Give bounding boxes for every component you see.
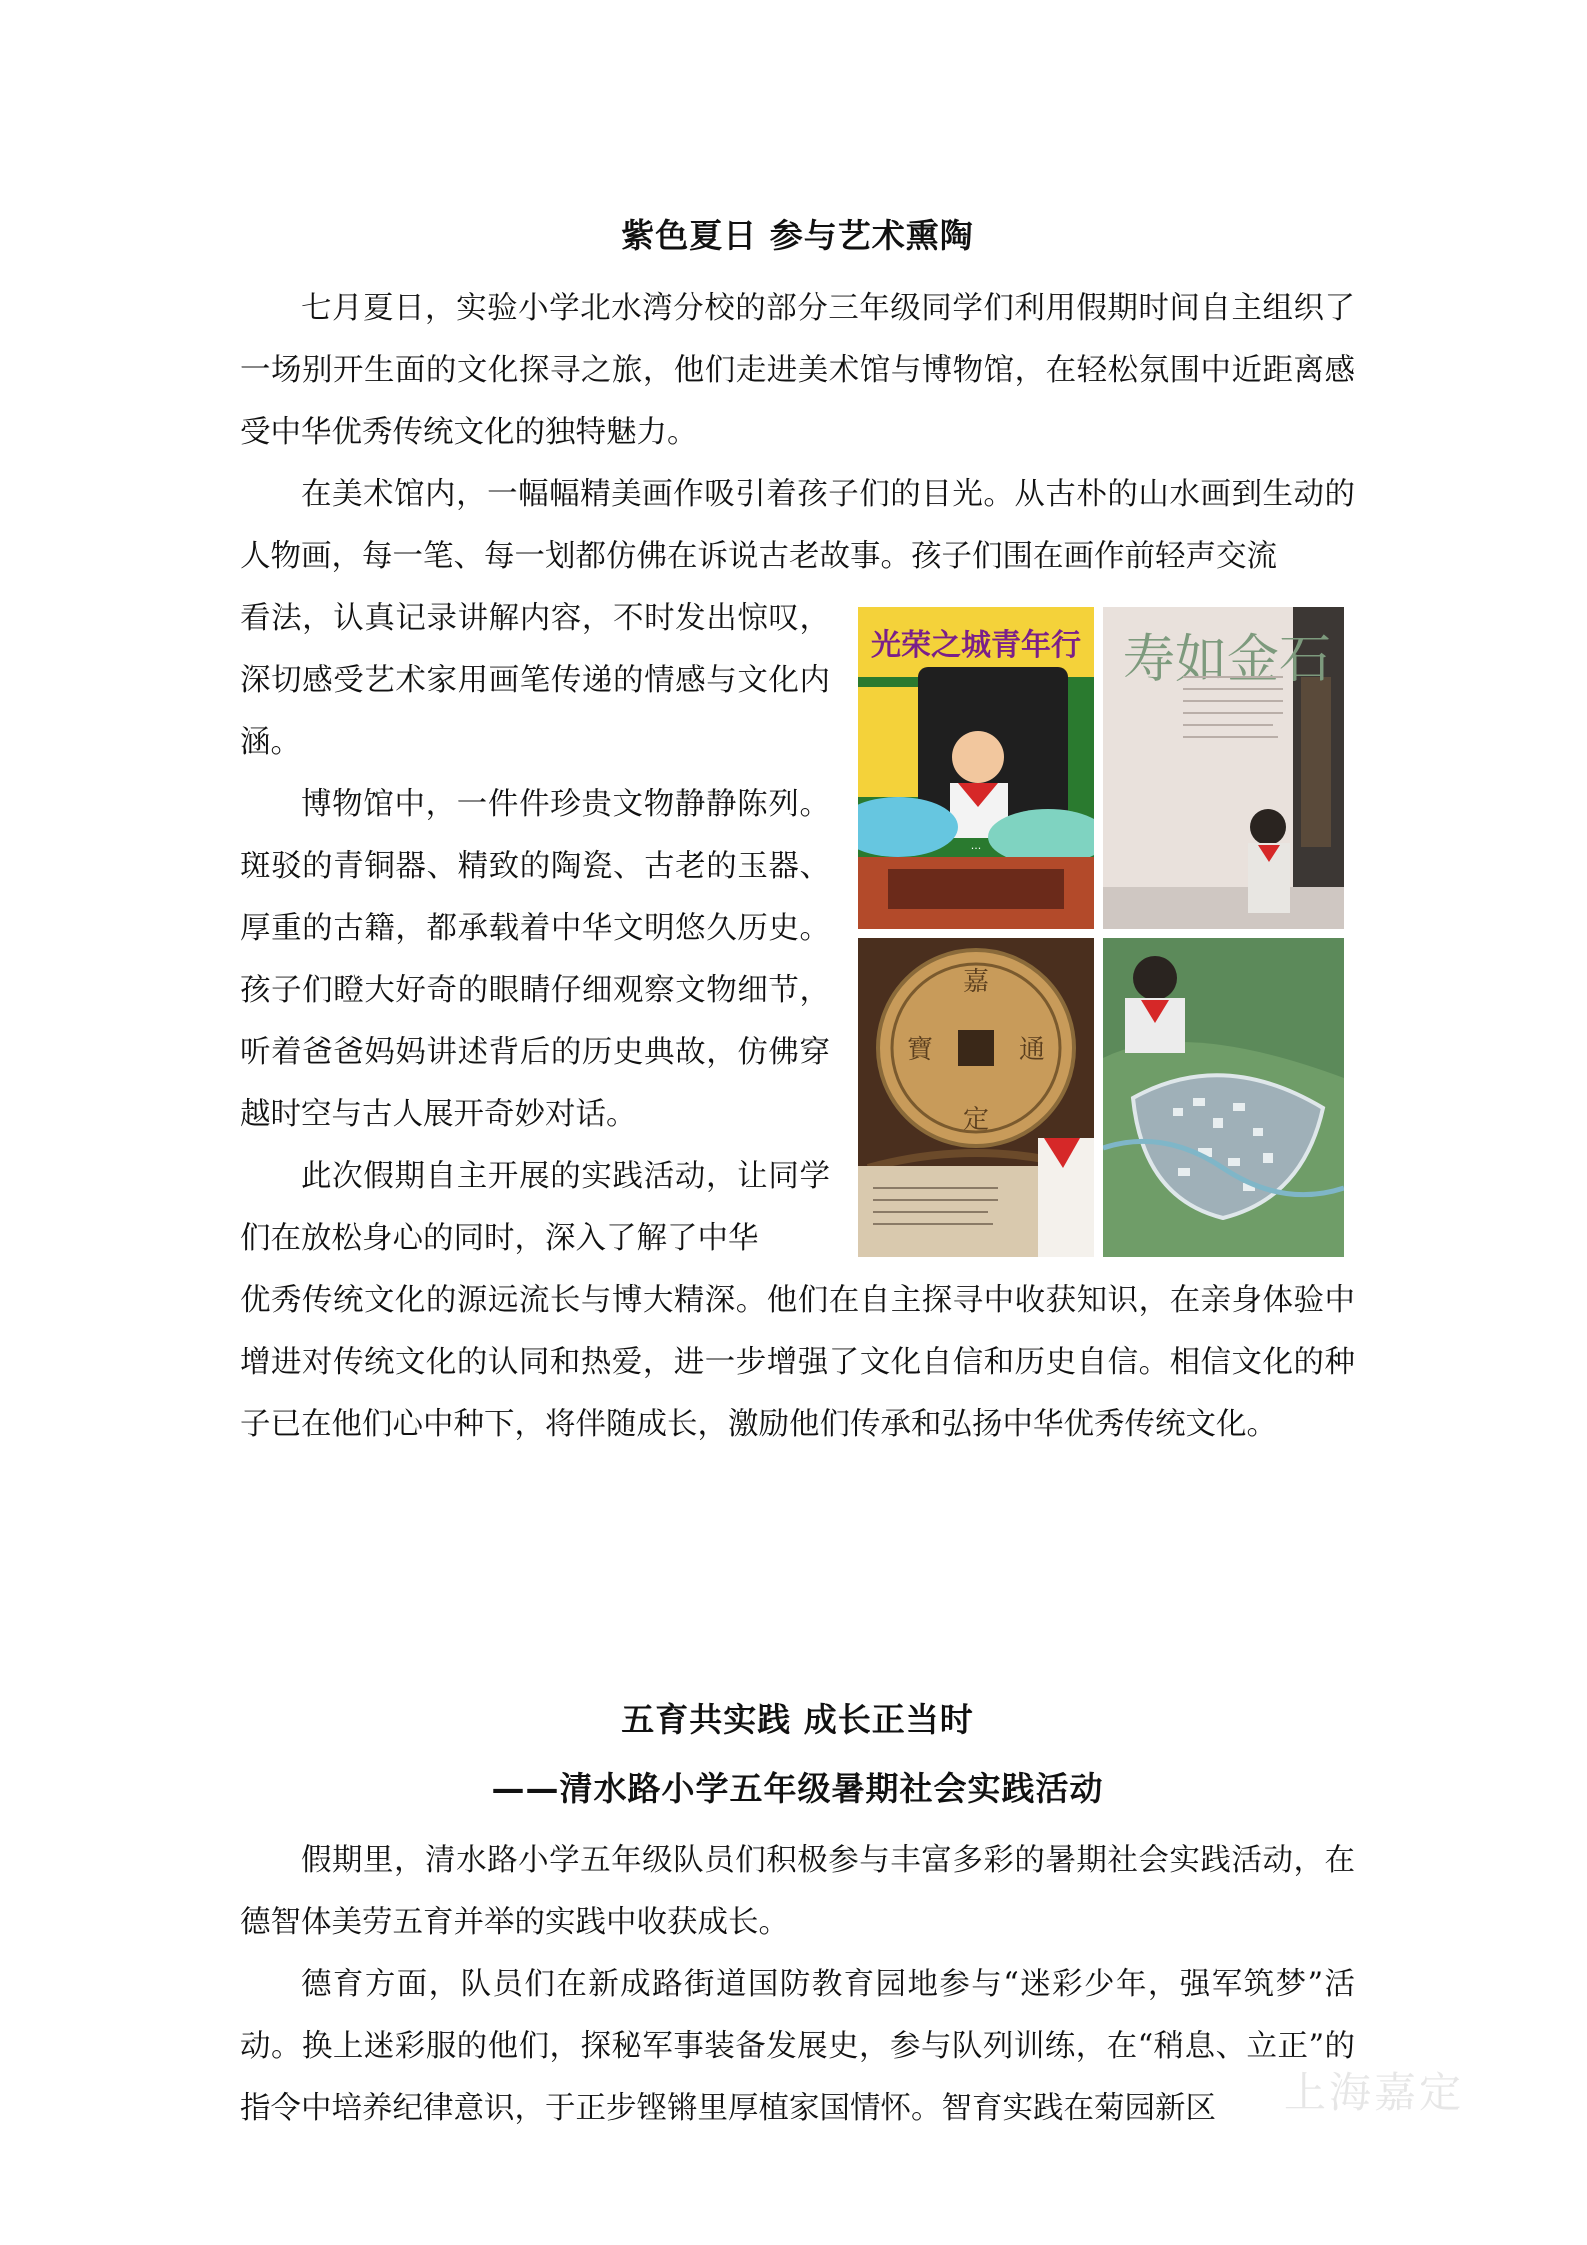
section2-paragraph-1 <box>240 1830 1355 1954</box>
section2-title: 五育共实践 成长正当时 <box>621 1700 974 1739</box>
section1-paragraph-2-wrap <box>240 588 830 774</box>
section2-paragraph-2 <box>240 1954 1355 2140</box>
paragraph-text: 此次假期自主开展的实践活动，让同学们在放松身心的同时，深入了解了中华 <box>240 1159 830 1256</box>
paragraph-text: 看法，认真记录讲解内容，不时发出惊叹，深切感受艺术家用画笔传递的情感与文化内涵。 <box>240 601 830 760</box>
section1-paragraph-3 <box>240 774 830 1146</box>
svg-text:通: 通 <box>1018 1035 1046 1065</box>
section1-paragraph-1 <box>240 278 1355 464</box>
section1-title: 紫色夏日 参与艺术熏陶 <box>621 216 974 255</box>
svg-text:嘉: 嘉 <box>962 967 990 997</box>
paragraph-text: 在美术馆内，一幅幅精美画作吸引着孩子们的目光。从古朴的山水画到生动的人物画，每一笔、每一划都仿佛在诉说古老故事。孩子们围在画作前轻声交流 <box>240 477 1355 574</box>
sign-text: 光荣之城青年行 <box>871 628 1081 663</box>
photo-collage <box>858 607 1344 1257</box>
photo-calligraphy-wall <box>1103 607 1344 929</box>
section1-paragraph-4 <box>240 1270 1355 1456</box>
photo-ancient-coin <box>858 938 1094 1257</box>
paragraph-text: 博物馆中，一件件珍贵文物静静陈列。斑驳的青铜器、精致的陶瓷、古老的玉器、厚重的古籍，都承载着中华文明悠久历史。孩子们瞪大好奇的眼睛仔细观察文物细节，听着爸爸妈妈讲述背后的历史典故，仿佛穿越时空与古人展开奇妙对话。 <box>240 787 830 1132</box>
svg-text:···: ··· <box>970 842 982 855</box>
photo-city-model <box>1103 938 1344 1257</box>
section1-paragraph-2 <box>240 464 1355 588</box>
paragraph-text: 七月夏日，实验小学北水湾分校的部分三年级同学们利用假期时间自主组织了一场别开生面的文化探寻之旅，他们走进美术馆与博物馆，在轻松氛围中近距离感受中华优秀传统文化的独特魅力。 <box>240 291 1355 450</box>
watermark-logo: 上海嘉定 <box>1284 2068 1465 2117</box>
section1-paragraph-4-wrap <box>240 1146 830 1270</box>
paragraph-text: 假期里，清水路小学五年级队员们积极参与丰富多彩的暑期社会实践活动，在德智体美劳五育并举的实践中收获成长。 <box>240 1843 1355 1940</box>
paragraph-text: 德育方面，队员们在新成路街道国防教育园地参与“迷彩少年，强军筑梦”活动。换上迷彩服的他们，探秘军事装备发展史，参与队列训练，在“稍息、立正”的指令中培养纪律意识，于正步铿锵里厚植家国情怀。智育实践在菊园新区 <box>240 1967 1355 2126</box>
section2-subtitle: ——清水路小学五年级暑期社会实践活动 <box>491 1769 1104 1808</box>
paragraph-text: 优秀传统文化的源远流长与博大精深。他们在自主探寻中收获知识，在亲身体验中增进对传统文化的认同和热爱，进一步增强了文化自信和历史自信。相信文化的种子已在他们心中种下，将伴随成长，激励他们传承和弘扬中华优秀传统文化。 <box>240 1283 1355 1442</box>
svg-text:定: 定 <box>962 1105 990 1135</box>
photo-exhibition-sign <box>858 607 1094 929</box>
svg-text:寶: 寶 <box>906 1035 934 1065</box>
calligraphy-text: 寿如金石 <box>1123 630 1332 690</box>
